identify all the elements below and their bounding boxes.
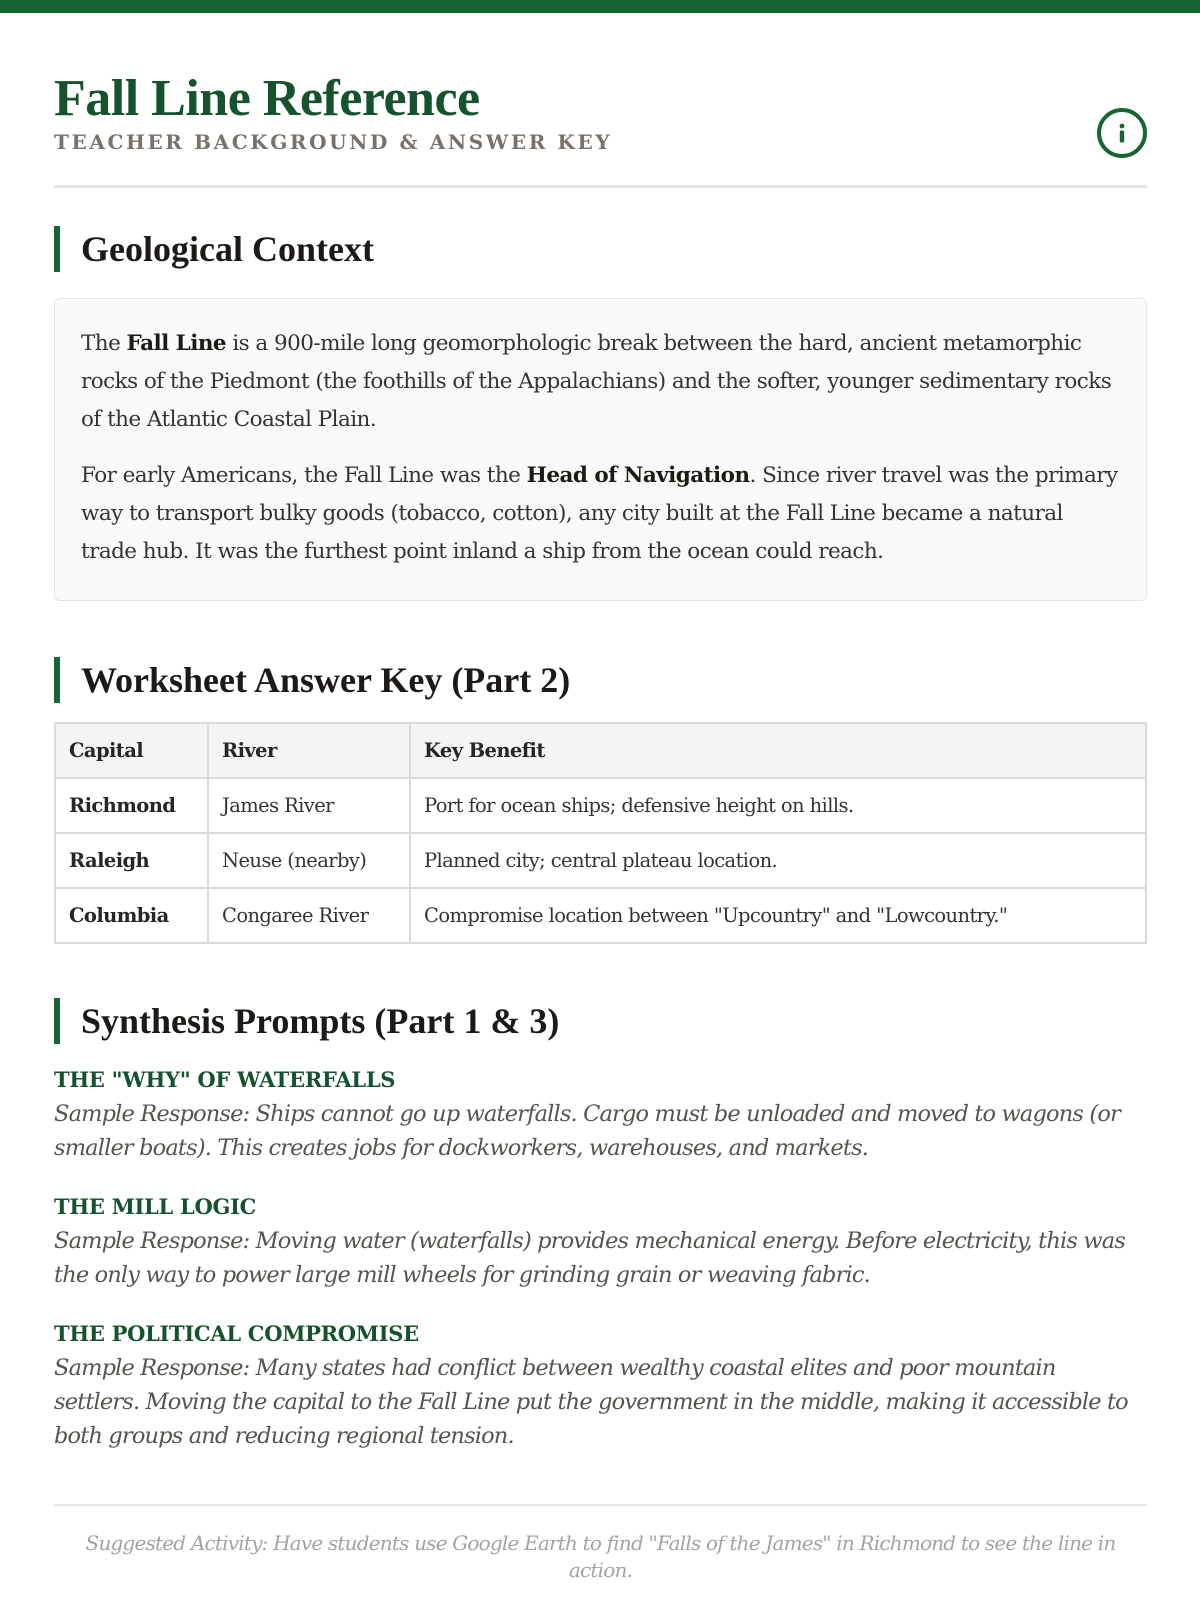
column-header-key-benefit: Key Benefit — [410, 723, 1146, 778]
text: . Since river travel was the primary way to transport bulky goods (tobacco, cotton), any city built at the Fall Line became a natural trade hub. It was the furthest point inland a ship from the ocean could reach. — [81, 463, 1118, 564]
page-title: Fall Line Reference — [54, 70, 480, 127]
term-fall-line: Fall Line — [126, 331, 227, 356]
cell-benefit: Compromise location between "Upcountry" and "Lowcountry." — [410, 888, 1146, 943]
prompt-title: THE MILL LOGIC — [54, 1194, 257, 1219]
top-accent-bar — [0, 0, 1200, 13]
info-button[interactable] — [1097, 108, 1147, 158]
prompt-response: Sample Response: Many states had conflict between wealthy coastal elites and poor mountain settlers. Moving the capital to the Fall Line put the government in the middle, making it accessible to both groups and reducing regional tension. — [54, 1355, 1128, 1449]
page-subtitle: TEACHER BACKGROUND & ANSWER KEY — [54, 130, 613, 154]
prompt-title: THE POLITICAL COMPROMISE — [54, 1321, 419, 1346]
text: The — [81, 331, 127, 356]
geological-context-box — [54, 298, 1147, 601]
cell-river: Congaree River — [208, 888, 410, 943]
table-row — [55, 833, 1146, 888]
cell-river: Neuse (nearby) — [208, 833, 410, 888]
footer-divider — [54, 1504, 1147, 1506]
cell-river: James River — [208, 778, 410, 833]
answer-key-table — [54, 722, 1147, 944]
context-paragraph — [81, 457, 1120, 571]
text: is a 900-mile long geomorphologic break between the hard, ancient metamorphic rocks of the Piedmont (the foothills of the Appalachians) and the softer, younger sedimentary rocks of the Atlantic Coastal Plain. — [81, 331, 1112, 432]
prompt-response: Sample Response: Ships cannot go up waterfalls. Cargo must be unloaded and moved to wagons (or smaller boats). This creates jobs for dockworkers, warehouses, and markets. — [54, 1101, 1120, 1161]
section-heading-geological-context: Geological Context — [54, 226, 374, 272]
info-icon — [1107, 118, 1137, 148]
context-paragraph — [81, 325, 1120, 439]
prompt-item — [54, 1066, 1147, 1165]
prompt-response: Sample Response: Moving water (waterfalls) provides mechanical energy. Before electricity, this was the only way to power large mill wheels for grinding grain or weaving fabric. — [54, 1228, 1125, 1288]
text: For early Americans, the Fall Line was the — [81, 463, 527, 488]
column-header-capital: Capital — [55, 723, 208, 778]
prompt-item — [54, 1320, 1147, 1453]
column-header-river: River — [208, 723, 410, 778]
cell-capital: Columbia — [55, 888, 208, 943]
cell-benefit: Port for ocean ships; defensive height on hills. — [410, 778, 1146, 833]
term-head-of-navigation: Head of Navigation — [526, 463, 750, 488]
suggested-activity-note: Suggested Activity: Have students use Google Earth to find "Falls of the James" in Richmond to see the line in action. — [85, 1531, 1116, 1582]
cell-benefit: Planned city; central plateau location. — [410, 833, 1146, 888]
prompt-item — [54, 1193, 1147, 1292]
cell-capital: Richmond — [55, 778, 208, 833]
table-row — [55, 778, 1146, 833]
section-heading-answer-key: Worksheet Answer Key (Part 2) — [54, 657, 570, 703]
table-row — [55, 888, 1146, 943]
page-header — [54, 70, 1147, 188]
table-header-row — [55, 723, 1146, 778]
section-heading-synthesis-prompts: Synthesis Prompts (Part 1 & 3) — [54, 998, 559, 1044]
prompt-title: THE "WHY" OF WATERFALLS — [54, 1067, 396, 1092]
cell-capital: Raleigh — [55, 833, 208, 888]
